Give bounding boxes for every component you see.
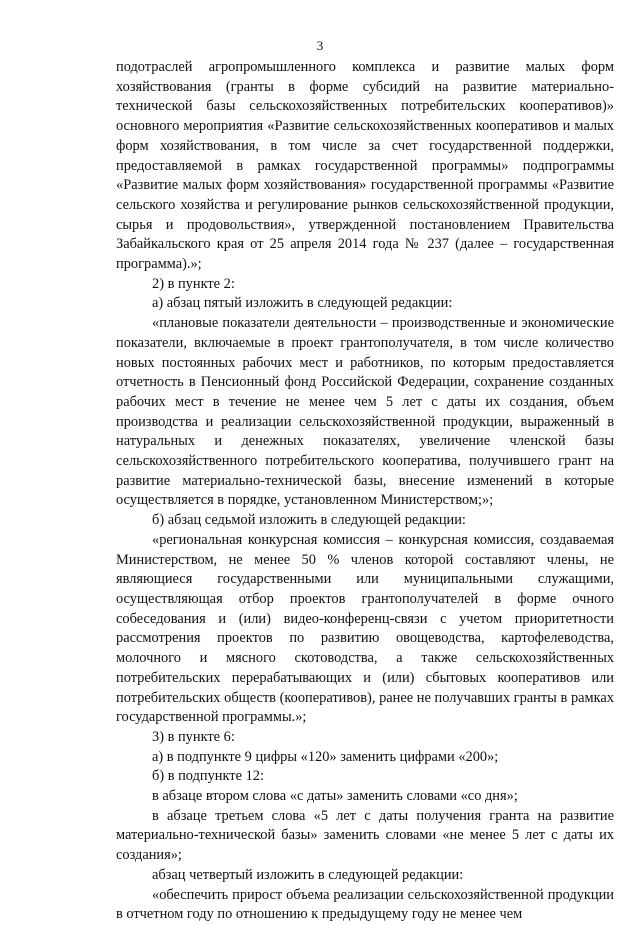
paragraph: «плановые показатели деятельности – производственные и экономические показатели, включаемые в проект грантополучателя, в том числе количество новых постоянных рабочих мест и работников, по которым предоставляется отчетность в Пенсионный фонд Российской Федерации, сохранение созданных рабочих мест в течение не менее чем 5 лет с даты их создания, объем производства и реализации сельскохозяйственной продукции, выраженный в натуральных и денежных показателях, увеличение членской базы сельскохозяйственного потребительского кооператива, получившего грант на развитие материально-технической базы, внесение изменений в которые осуществляется в порядке, установленном Министерством;»;	[116, 315, 614, 509]
paragraph: б) в подпункте 12:	[152, 768, 264, 785]
paragraph: абзац четвертый изложить в следующей редакции:	[152, 866, 464, 883]
paragraph: в абзаце втором слова «с даты» заменить словами «со дня»;	[152, 788, 518, 805]
document-body	[116, 58, 614, 925]
paragraph: а) в подпункте 9 цифры «120» заменить цифрами «200»;	[152, 748, 499, 765]
paragraph: «региональная конкурсная комиссия – конкурсная комиссия, создаваемая Министерством, не менее 50 % членов которой составляют члены, не являющиеся государственными или муниципальными служащими, осуществляющая отбор проектов грантополучателей в форме очного собеседования и (или) видео-конференц-связи с учетом приоритетности рассмотрения проектов по развитию овощеводства, картофелеводства, молочного и мясного скотоводства, а также сельскохозяйственных потребительских перерабатывающих и (или) сбытовых кооперативов или потребительских обществ (кооперативов), ранее не получавших гранты в рамках государственной программы.»;	[116, 531, 614, 726]
paragraph: б) абзац седьмой изложить в следующей редакции:	[152, 512, 466, 529]
page-number: 3	[316, 38, 324, 53]
paragraph: а) абзац пятый изложить в следующей редакции:	[152, 295, 453, 312]
paragraph: в абзаце третьем слова «5 лет с даты получения гранта на развитие материально-технической базы» заменить словами «не менее 5 лет с даты их создания»;	[116, 807, 614, 864]
paragraph: «обеспечить прирост объема реализации сельскохозяйственной продукции в отчетном году по отношению к предыдущему году не менее чем	[116, 886, 614, 923]
paragraph: подотраслей агропромышленного комплекса и развитие малых форм хозяйствования (гранты в форме субсидий на развитие материально-технической базы сельскохозяйственных потребительских кооперативов)» основного мероприятия «Развитие сельскохозяйственных кооперативов и малых форм хозяйствования, в том числе за счет государственной поддержки, предоставляемой в рамках государственной программы» подпрограммы «Развитие малых форм хозяйствования» государственной программы «Развитие сельского хозяйства и регулирование рынков сельскохозяйственной продукции, сырья и продовольствия», утвержденной постановлением Правительства Забайкальского края от 25 апреля 2014 года № 237 (далее – государственная программа).»;	[116, 59, 614, 273]
paragraph: 3) в пункте 6:	[152, 728, 235, 745]
paragraph: 2) в пункте 2:	[152, 275, 235, 292]
